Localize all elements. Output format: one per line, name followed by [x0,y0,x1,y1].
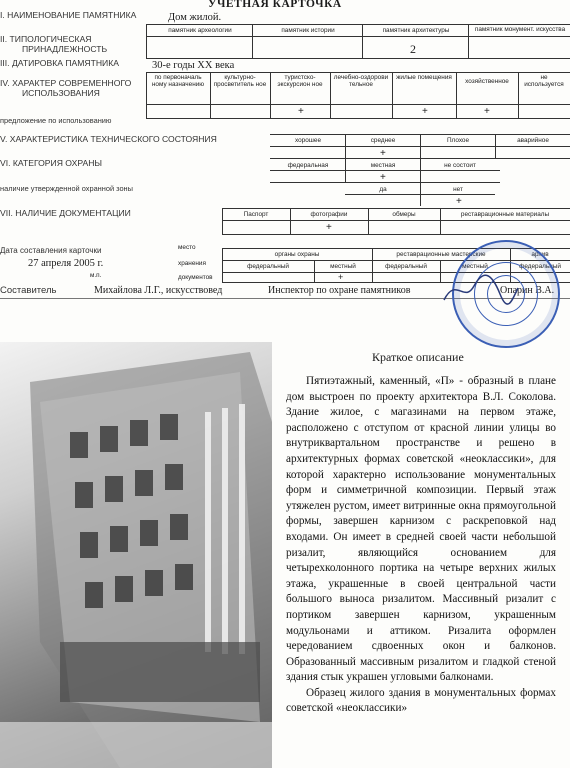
restorers-label: реставрационные мастерские [396,251,486,258]
organs-label: органы охраны [274,251,320,258]
usage-mark-residential: + [422,106,428,117]
archive-federal: федеральный [519,263,561,270]
restorers-federal: федеральный [385,263,427,270]
organs-federal: федеральный [247,263,289,270]
doc-col-restoration: реставрационные материалы [460,211,550,218]
protection-col-local: местная [370,162,396,169]
doc-mark-photos: + [326,222,332,233]
compiler-label: Составитель [0,285,57,296]
usage-mark-economic: + [484,106,490,117]
place-label-1: место [178,244,196,251]
building-photo [0,342,272,768]
description-paragraph-2: Образец жилого здания в монументальных формах советской «неоклассики» [286,686,556,715]
section-usage-label-2: ИСПОЛЬЗОВАНИЯ [22,88,100,98]
usage-col-tourist: туристско-экскурсион ное [277,74,323,89]
typology-col-architecture: памятник архитектуры [382,27,450,34]
section-protection-zone-label: наличие утвержденной охранной зоны [0,184,133,193]
inspector-label: Инспектор по охране памятников [268,285,411,296]
compiler-value: Михайлова Л.Г., искусствовед [94,285,223,296]
zone-col-no: нет [453,186,463,193]
protection-col-none: не состоит [444,162,476,169]
typology-col-archaeology: памятник археологии [168,27,232,34]
restorers-local: местный [462,263,488,270]
protection-mark-local: + [380,172,386,183]
building-illustration [0,342,272,768]
signature-mark [440,270,520,310]
archive-label: архив [531,251,549,258]
usage-col-original: по первоначаль ному назначению [151,74,205,89]
protection-col-federal: федеральная [287,162,329,169]
description-paragraph-1: Пятиэтажный, каменный, «П» - образный в плане дом выстроен по проекту архитектора В.Л. Соколова. Здание жилое, с магазинами на первом этаже, расположено с отступом от красной линии улицы во внутриквартальном пространстве и решено в архитектурных формах советской «неоклассики», для которой характерно использование монументальных форм и симметричной композиции. Первый этаж утяжелен рустом, имеет витринные окна прямоугольной формы, завершен карнизом с раскреповкой над входами. Он имеет в средней своей части небольшой ризалит, являющийся основанием для четырехколонного портика на четыре верхних жилых этажа, украшенные в своей центральной части большого выноса ризалитом. Массивный ризалит с портиком завершен карнизом, украшенным модульонами и аттиком. Ризалита оформлен чередованием сдвоенных окон и балконов. Образованный массивным ризалитом и гладкой стеной здания стык украшен угловыми балконами. [286,375,556,684]
section-name-label: I. НАИМЕНОВАНИЕ ПАМЯТНИКА [0,10,137,20]
typology-value: 2 [410,42,416,56]
typology-col-history: памятник истории [281,27,335,34]
condition-col-good: хорошее [294,137,322,144]
monument-name-value: Дом жилой. [168,12,222,23]
zone-mark-no: + [456,196,462,207]
section-protection-label: VI. КАТЕГОРИЯ ОХРАНЫ [0,158,103,168]
doc-col-passport: Паспорт [243,211,269,218]
usage-col-economic: хозяйственное [465,78,509,85]
section-usage-label-1: IV. ХАРАКТЕР СОВРЕМЕННОГО [0,78,132,88]
section-typology-label-2: ПРИНАДЛЕЖНОСТЬ [22,44,108,54]
usage-mark-tourist: + [298,106,304,117]
section-dating-label: III. ДАТИРОВКА ПАМЯТНИКА [0,58,119,68]
section-usage-proposal-label: предложение по использованию [0,116,112,125]
description-heading: Краткое описание [372,350,464,364]
usage-col-health: лечебно-оздорови тельное [333,74,389,89]
condition-col-bad: Плохое [446,137,470,144]
usage-col-unused: не используется [524,74,564,89]
description-body [286,374,556,717]
card-title: УЧЕТНАЯ КАРТОЧКА [208,0,342,10]
place-label-3: документов [178,274,213,281]
section-documentation-label: VII. НАЛИЧИЕ ДОКУМЕНТАЦИИ [0,208,131,218]
usage-col-cultural: культурно-просветитель ное [213,74,267,89]
organs-mark-local: + [338,272,344,282]
condition-col-average: среднее [370,137,396,144]
mp-label: м.п. [90,272,102,279]
place-label-2: хранения [178,260,206,267]
section-typology-label-1: II. ТИПОЛОГИЧЕСКАЯ [0,34,92,44]
typology-col-monument-art: памятник монумент. искусства [474,26,566,33]
zone-col-yes: да [379,186,387,193]
condition-mark-average: + [380,148,386,159]
usage-col-residential: жилые помещения [396,74,452,81]
date-label: Дата составления карточки [0,246,102,255]
doc-col-photos: фотографии [310,211,348,218]
date-value: 27 апреля 2005 г. [28,258,104,269]
organs-local: местный [330,263,356,270]
section-condition-label: V. ХАРАКТЕРИСТИКА ТЕХНИЧЕСКОГО СОСТОЯНИЯ [0,134,217,144]
doc-col-measurements: обмеры [392,211,416,218]
dating-value: 30-е годы XX века [152,60,235,71]
inspector-signature: Опарин В.А. [500,285,555,296]
condition-col-emergency: аварийное [517,137,549,144]
